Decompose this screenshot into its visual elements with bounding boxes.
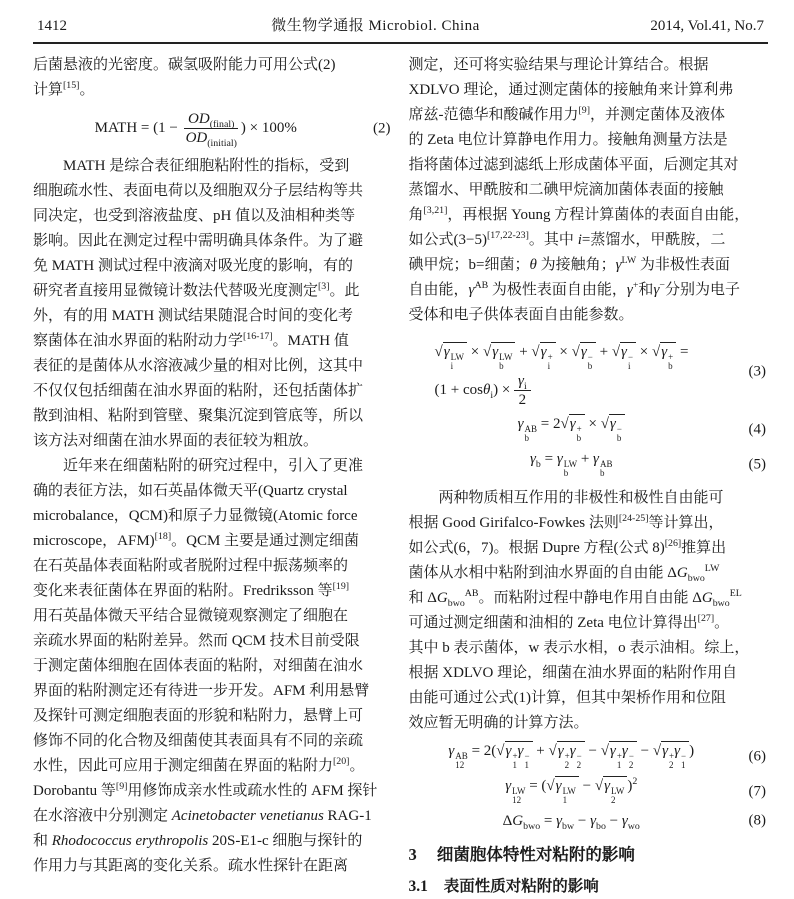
- text-line: 角[3,21]，再根据 Young 方程计算菌体的表面自由能，: [408, 205, 750, 223]
- text-line: 同决定，也受到溶液盐度、pH 值以及油相种类等: [33, 208, 356, 224]
- paragraph-continuation: [33, 53, 393, 103]
- text-line: MATH 是综合表征细胞粘附性的指标，受到: [33, 158, 350, 174]
- equation-number: (5): [748, 456, 766, 473]
- text-line: 亲疏水界面的粘附差异。然而 QCM 技术目前受限: [33, 633, 360, 649]
- equation-body: γ AB 12 = 2(√γ + 1 γ − 1 + √γ + 2 γ − 2 − √γ + 1 γ − 2 − √γ + 2 γ − 1 ): [448, 742, 695, 771]
- text-line: microbalance，QCM)和原子力显微镜(Atomic force: [33, 508, 358, 524]
- paragraph-continuation: [409, 53, 769, 328]
- right-column: [409, 53, 769, 899]
- text-line: 两种物质相互作用的非极性和极性自由能可: [408, 489, 724, 506]
- text-line: 受体和电子供体表面自由能参数。: [408, 307, 634, 323]
- text-line: 该方法对细菌在油水界面的表征较为粗放。: [33, 433, 319, 449]
- text-line: microscope，AFM)[18]。QCM 主要是通过测定细菌: [33, 531, 360, 549]
- equation-7: [409, 775, 769, 806]
- text-line: 自由能，$\gamma^{AB}$ 为极性表面自由能，γ+和γ−分别为电子: [408, 280, 740, 298]
- equation-4: [409, 416, 769, 444]
- text-line: 外，有的用 MATH 测试结果随混合时间的变化考: [33, 308, 354, 324]
- text-line: 散到油相、粘附到管壁、聚集沉淀到管底等，所以: [33, 408, 364, 424]
- text-line: 修饰不同的化合物及细菌使其表面具有不同的亲疏: [33, 733, 364, 749]
- text-line: 席兹-范德华和酸碱作用力[9]，并测定菌体及液体: [408, 105, 726, 123]
- text-line: 指将菌体过滤到滤纸上形成菌体平面，后测定其对: [408, 157, 739, 173]
- text-line: 可通过测定细菌和油相的 Zeta 电位计算得出[27]。: [408, 612, 730, 631]
- text-line: 确的表征方法，如石英晶体微天平(Quartz crystal: [33, 483, 348, 499]
- equation-number: (8): [748, 812, 766, 829]
- section-title: 细菌胞体特性对粘附的影响: [436, 844, 635, 864]
- text-line: 免 MATH 测试过程中液滴对吸光度的影响，有的: [33, 258, 354, 274]
- text-line: 近年来在细菌粘附的研究过程中，引入了更准: [33, 458, 364, 474]
- text-line: 影响。因此在测定过程中需明确具体条件。为了避: [33, 233, 364, 249]
- text-line: 测定，还可将实验结果与理论计算结合。根据: [408, 57, 709, 73]
- paragraph: [33, 454, 393, 879]
- page-header: [33, 12, 768, 35]
- text-line: 其中 b 表示菌体，w 表示水相，o 表示油相。综上，: [408, 639, 750, 656]
- paragraph: [33, 154, 393, 454]
- text-line: 及探针可测定细胞表面的形貌和粘附力，悬臂上可: [33, 708, 364, 724]
- equation-body: √γ LW i × √γ LW b + √γ + i × √γ − b + √γ − i × √γ + b = (1 + cosθ$_i$) × $\frac{\gamma_i}{2}$: [434, 344, 689, 408]
- equation-number: (7): [748, 783, 766, 800]
- text-line: 表征的是菌体从水溶液减少量的相对比例，这其中: [33, 358, 364, 374]
- text-line: 计算[15]。: [33, 80, 95, 98]
- text-line: 效应暂无明确的计算方法。: [408, 714, 589, 731]
- equation-body: MATH = (1 − $\frac{OD_{(final)}}{OD_{(initial)}}$ ) × 100%: [94, 111, 297, 149]
- equation-number: (6): [748, 748, 766, 765]
- text-line: 由能可通过公式(1)计算，但其中架桥作用和位阻: [408, 689, 726, 706]
- text-line: 作用力与其距离的变化关系。疏水性探针在距离: [33, 858, 349, 874]
- equation-5: [409, 451, 769, 479]
- text-line: 蒸馏水、甲酰胺和二碘甲烷滴加菌体表面的接触: [408, 182, 724, 198]
- subsection-heading: [409, 874, 769, 899]
- text-line: 研究者直接用显微镜计数法代替吸光度测定[3]。此: [33, 281, 360, 299]
- equation-body: γ LW 12 = (√γ LW 1 − √γ LW 2 )$^2$: [505, 775, 638, 806]
- equation-body: $\gamma_b = \gamma$ LW b + γ AB b: [530, 450, 613, 479]
- issue-info: 2014, Vol.41, No.7: [650, 18, 764, 34]
- text-line: 如公式(6，7)。根据 Dupre 方程(公式 8)[26]推算出: [408, 537, 727, 556]
- section-heading: [409, 842, 769, 868]
- text-line: 和 $\Delta G_{bwo}^{AB}$。而粘附过程中静电作用自由能 $\Delta G_{bwo}^{EL}$: [408, 587, 742, 609]
- equation-8: [409, 813, 769, 830]
- text-line: 水性，因此可应用于测定细菌在界面的粘附力[20]。: [33, 756, 365, 774]
- equation-6: [409, 743, 769, 771]
- equation-3: [409, 335, 769, 409]
- text-line: XDLVO 理论，通过测定菌体的接触角来计算利弗: [408, 82, 734, 98]
- subsection-title: 表面性质对粘附的影响: [443, 877, 599, 895]
- subsection-number: 3.1: [408, 877, 428, 895]
- text-line: 如公式(3−5)[17,22-23]。其中 i=蒸馏水，甲酰胺，二: [408, 230, 726, 248]
- left-column: [33, 53, 393, 899]
- text-line: 和 Rhodococcus erythropolis 20S-E1-c 细胞与探针的: [33, 833, 363, 849]
- journal-title: 微生物学通报 Microbiol. China: [271, 18, 480, 34]
- equation-2: [33, 110, 393, 147]
- text-line: 根据 XDLVO 理论，细菌在油水界面的粘附作用自: [408, 664, 738, 681]
- equation-body: γ AB b = 2√γ + b × √γ − b: [518, 416, 625, 444]
- two-column-body: [33, 44, 768, 899]
- page-number: 1412: [37, 18, 67, 34]
- text-line: 变化来表征菌体在界面的粘附。Fredriksson 等[19]: [33, 581, 350, 599]
- text-line: 的 Zeta 电位计算静电作用力。接触角测量方法是: [408, 132, 728, 148]
- text-line: 界面的粘附测定还有待进一步开发。AFM 利用悬臂: [33, 683, 370, 699]
- text-line: 在水溶液中分别测定 Acinetobacter venetianus RAG-1: [33, 808, 372, 824]
- equation-body: $\Delta G_{bwo} = \gamma_{bw} - \gamma_{bo} - \gamma_{wo}$: [502, 812, 640, 832]
- text-line: 后菌悬液的光密度。碳氢吸附能力可用公式(2): [33, 57, 336, 73]
- text-line: 不仅仅包括细菌在油水界面的粘附，还包括菌体扩: [33, 383, 364, 399]
- equation-number: (3): [748, 363, 766, 380]
- text-line: 用石英晶体微天平结合显微镜观察测定了细胞在: [33, 608, 349, 624]
- equation-number: (2): [373, 120, 391, 136]
- text-line: Dorobantu 等[9]用修饰成亲水性或疏水性的 AFM 探针: [33, 781, 378, 799]
- text-line: 碘甲烷；b=细菌；θ 为接触角；$\gamma^{LW}$ 为非极性表面: [408, 255, 730, 273]
- text-line: 细胞疏水性、表面电荷以及细胞双分子层结构等共: [33, 183, 364, 199]
- text-line: 察菌体在油水界面的粘附动力学[16-17]。MATH 值: [33, 331, 349, 349]
- paragraph: [409, 486, 769, 736]
- text-line: 在石英晶体表面粘附或者脱附过程中振荡频率的: [33, 558, 349, 574]
- text-line: 于测定菌体细胞在固体表面的粘附，对细菌在油水: [33, 658, 364, 674]
- text-line: 根据 Good Girifalco-Fowkes 法则[24-25]等计算出，: [408, 512, 724, 531]
- equation-number: (4): [748, 421, 766, 438]
- section-number: 3: [408, 844, 417, 864]
- text-line: 菌体从水相中粘附到油水界面的自由能 $\Delta G_{bwo}^{LW}$: [408, 562, 720, 584]
